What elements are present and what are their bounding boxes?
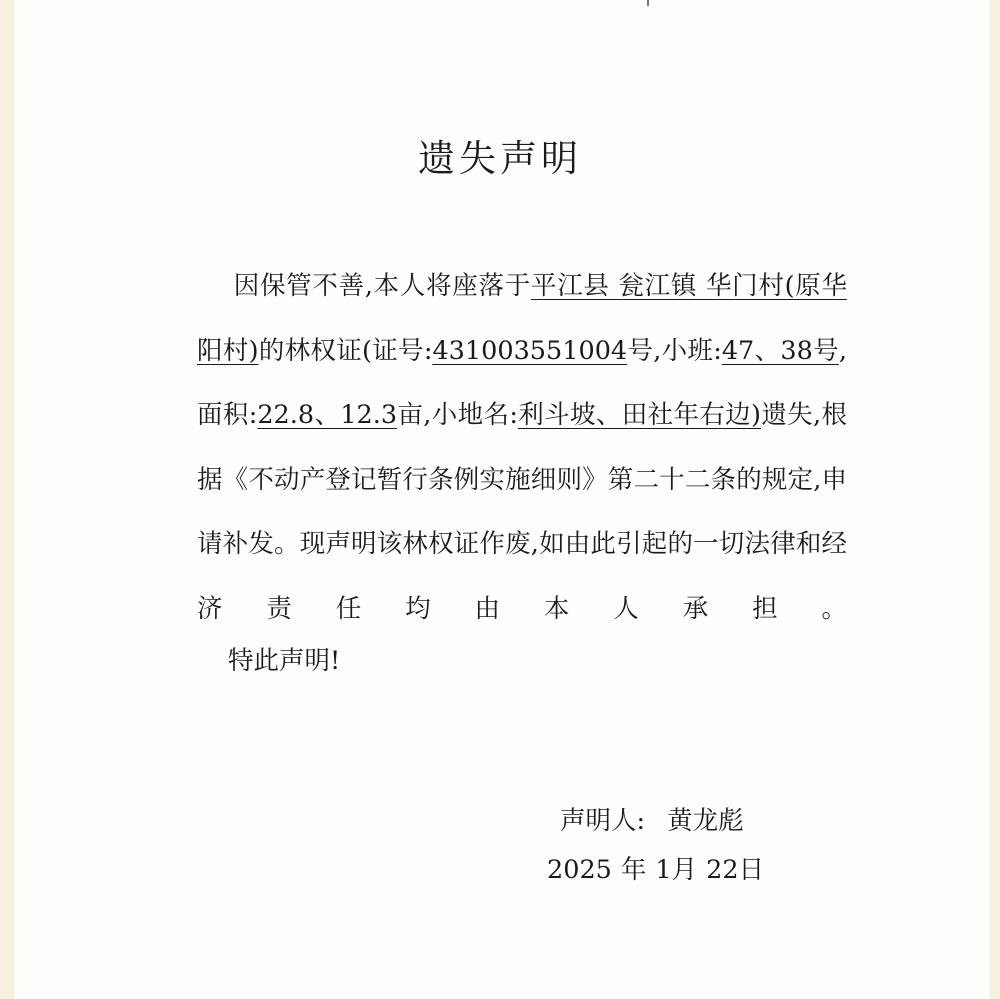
date-day: 22 bbox=[706, 855, 739, 885]
closing-statement: 特此声明! bbox=[228, 646, 341, 676]
body-text-4: ,面积: bbox=[197, 335, 847, 430]
signer-name: 黄龙彪 bbox=[667, 806, 744, 836]
date-year-unit: 年 bbox=[620, 855, 647, 885]
body-text-5: 亩,小地名: bbox=[397, 400, 518, 430]
location-field: 平江县 瓮江镇 华门村(原华阳村) bbox=[197, 271, 847, 366]
date-year: 2025 bbox=[547, 855, 612, 885]
date-day-unit: 日 bbox=[738, 855, 765, 885]
date-month-unit: 月 bbox=[671, 855, 698, 885]
certificate-number: 431003551004 bbox=[432, 335, 628, 366]
body-text-3: 号,小班: bbox=[627, 335, 722, 366]
document-title: 遗失声明 bbox=[418, 137, 582, 180]
sub-class-field: 47、38号 bbox=[721, 335, 839, 366]
signer-label: 声明人: bbox=[560, 806, 646, 836]
body-text-2: 的林权证(证号: bbox=[258, 335, 433, 366]
area-field: 22.8、12.3 bbox=[257, 400, 398, 430]
signature-line bbox=[560, 797, 744, 845]
place-name-field: 利斗坡、田社年右边) bbox=[517, 400, 761, 430]
body-text-1: 因保管不善,本人将座落于 bbox=[233, 271, 531, 301]
date-month: 1 bbox=[655, 855, 672, 885]
declaration-body bbox=[197, 254, 847, 641]
body-text-6: 遗失,根据《不动产登记暂行条例实施细则》第二十二条的规定,申请补发。现声明该林权证作废,如由此引起的一切法律和经济责任均由本人承担。 bbox=[197, 400, 848, 624]
scan-mark bbox=[647, 0, 649, 6]
document-date bbox=[547, 846, 764, 894]
